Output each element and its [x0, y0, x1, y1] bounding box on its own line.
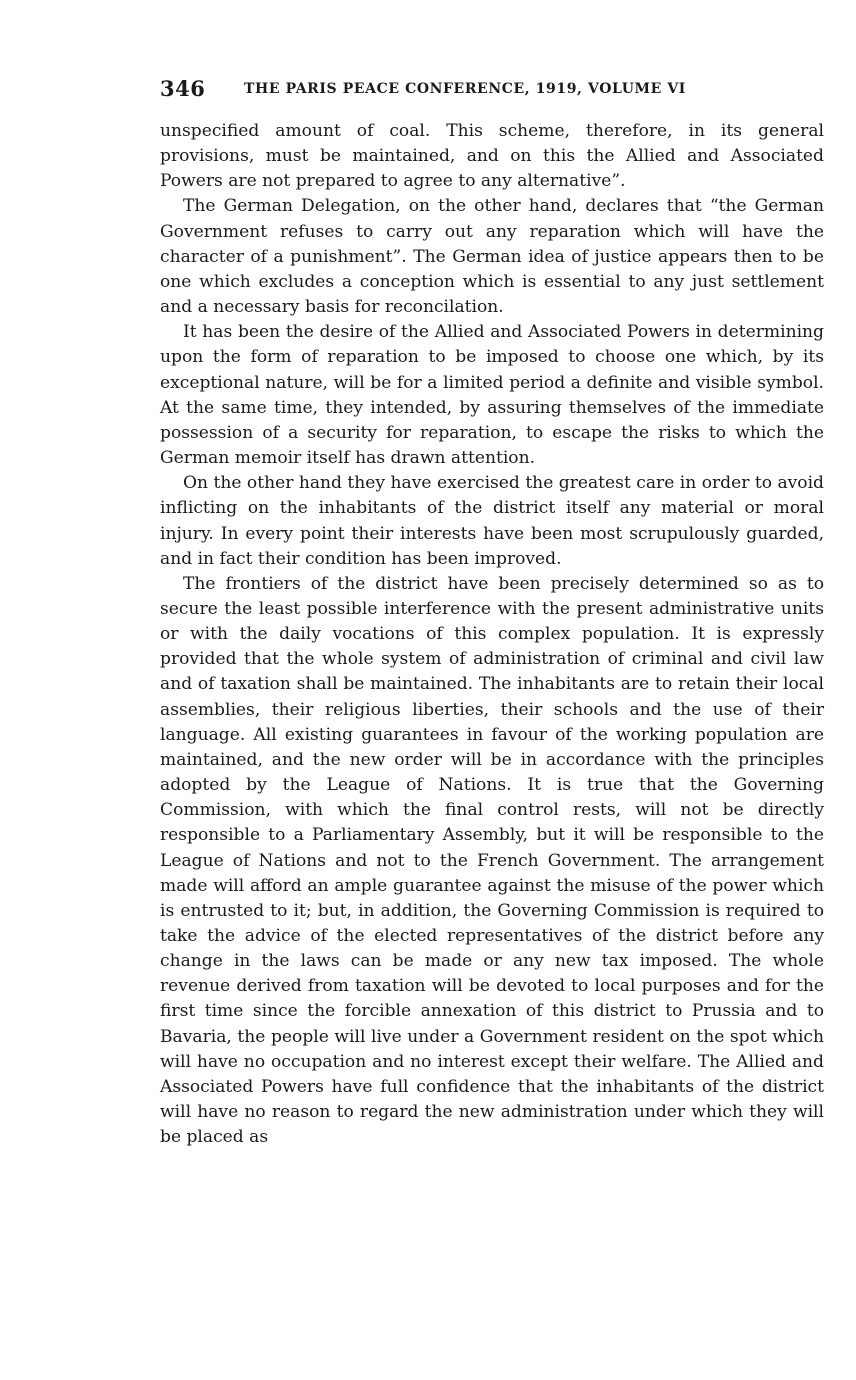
- page-number: 346: [160, 76, 206, 101]
- paragraph-german-delegation: The German Delegation, on the other hand, declares that “the German Government refuses to carry out any reparation which will have the character of a punishment”. The German idea of justice appears then to be one which excludes a conception which is essential to any just settlement and a necessary basis for reconcilation.: [160, 196, 824, 318]
- paragraph-care-for-inhabitants: On the other hand they have exercised the greatest care in order to avoid inflicting on the inhabitants of the district itself any material or moral injury. In every point their interests have been most scrupulously guarded, and in fact their condition has been improved.: [160, 473, 824, 569]
- paragraph-frontiers: The frontiers of the district have been precisely determined so as to secure the least possible interference with the present administrative units or with the daily vocations of this complex population. It is expressly provided that the whole system of administration of criminal and civil law and of taxation shall be maintained. The inhabitants are to retain their local assemblies, their religious liberties, their schools and the use of their language. All existing guarantees in favour of the working population are maintained, and the new order will be in accordance with the principles adopted by the League of Nations. It is true that the Governing Commission, with which the final control rests, will not be directly responsible to a Parliamentary Assembly, but it will be responsible to the League of Nations and not to the French Government. The arrangement made will afford an ample guarantee against the misuse of the power which is entrusted to it; but, in addition, the Governing Commission is required to take the advice of the elected representatives of the district before any change in the laws can be made or any new tax imposed. The whole revenue derived from taxation will be devoted to local purposes and for the first time since the forcible annexation of this district to Prussia and to Bavaria, the people will live under a Government resident on the spot which will have no occupation and no interest except their welfare. The Allied and Associated Powers have full confidence that the inhabitants of the district will have no reason to regard the new administration under which they will be placed as: [160, 573, 824, 1148]
- body-text: [160, 119, 824, 1150]
- running-head: [160, 76, 824, 106]
- paragraph-desire-of-powers: It has been the desire of the Allied and Associated Powers in determining upon the form of reparation to be imposed to choose one which, by its exceptional nature, will be for a limited period a definite and visible symbol. At the same time, they intended, by assuring themselves of the immediate possession of a security for reparation, to escape the risks to which the German memoir itself has drawn attention.: [160, 322, 824, 469]
- paragraph-continuation: unspecified amount of coal. This scheme, therefore, in its general provisions, must be maintained, and on this the Allied and Associated Powers are not prepared to agree to any alternative”.: [160, 121, 824, 192]
- running-title: THE PARIS PEACE CONFERENCE, 1919, VOLUME VI: [244, 81, 686, 97]
